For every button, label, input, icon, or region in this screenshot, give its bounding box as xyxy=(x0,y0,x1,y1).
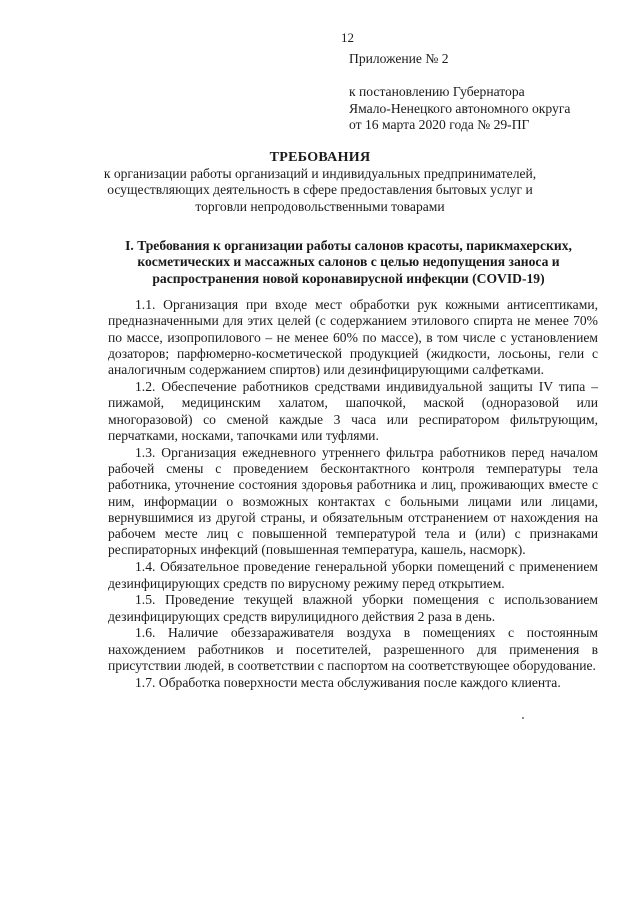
requirement-item: 1.6. Наличие обеззараживателя воздуха в помещениях с постоянным нахождением работников и посетителей, разрешенного для применения в присутствии людей, в соответствии с паспортом на соответствующее оборудование. xyxy=(108,625,598,674)
appendix-line: от 16 марта 2020 года № 29-ПГ xyxy=(349,116,530,132)
requirement-item: 1.7. Обработка поверхности места обслуживания после каждого клиента. xyxy=(135,674,561,690)
document-title: ТРЕБОВАНИЯ xyxy=(269,150,371,165)
scan-speck xyxy=(522,717,524,719)
section-body xyxy=(108,297,598,691)
page-number: 12 xyxy=(341,30,354,45)
requirement-item: 1.3. Организация ежедневного утреннего фильтра работников перед началом рабочей смены с проведением бесконтактного контроля температуры тела работника, уточнение состояния здоровья работника и лиц, проживающих вместе с ним, информации о возможных контактах с больными лицами или лицами, вернувшимися из другой страны, и обязательным отстранением от нахождения на рабочем месте лиц с повышенной температурой тела и (или) с признаками респираторных инфекций (повышенная температура, кашель, насморк). xyxy=(108,444,598,558)
document-subtitle: к организации работы организаций и индивидуальных предпринимателей, осуществляющих деятельность в сфере предоставления бытовых услуг и торговли непродовольственными товарами xyxy=(103,166,537,214)
requirement-item: 1.2. Обеспечение работников средствами индивидуальной защиты IV типа – пижамой, медицинским халатом, шапочкой, маской (одноразовой или многоразовой) со сменой каждые 3 часа или респиратором фильтрующим, перчатками, носками, тапочками или туфлями. xyxy=(108,378,598,443)
requirement-item: 1.1. Организация при входе мест обработки рук кожными антисептиками, предназначенными для этих целей (с содержанием этилового спирта не менее 70% по массе, изопропилового – не менее 60% по массе), в том числе с установлением дозаторов; парфюмерно-косметической продукцией (жидкости, лосьоны, гели с аналогичным содержанием спиртов) или дезинфицирующими салфетками. xyxy=(108,297,598,378)
blank-area xyxy=(0,770,640,905)
appendix-title: Приложение № 2 xyxy=(349,51,449,66)
appendix-block xyxy=(349,51,619,133)
requirement-item: 1.5. Проведение текущей влажной уборки помещения с использованием дезинфицирующих средств вирулицидного действия 2 раза в день. xyxy=(108,592,598,624)
requirement-item: 1.4. Обязательное проведение генеральной уборки помещений с применением дезинфицирующих средств по вирусному режиму перед открытием. xyxy=(108,559,598,591)
appendix-line: Ямало-Ненецкого автономного округа xyxy=(349,100,571,116)
section-heading: I. Требования к организации работы салонов красоты, парикмахерских, косметических и массажных салонов с целью недопущения заноса и распространения новой коронавирусной инфекции (COVID-19) xyxy=(125,238,572,286)
appendix-line: к постановлению Губернатора xyxy=(349,84,525,100)
